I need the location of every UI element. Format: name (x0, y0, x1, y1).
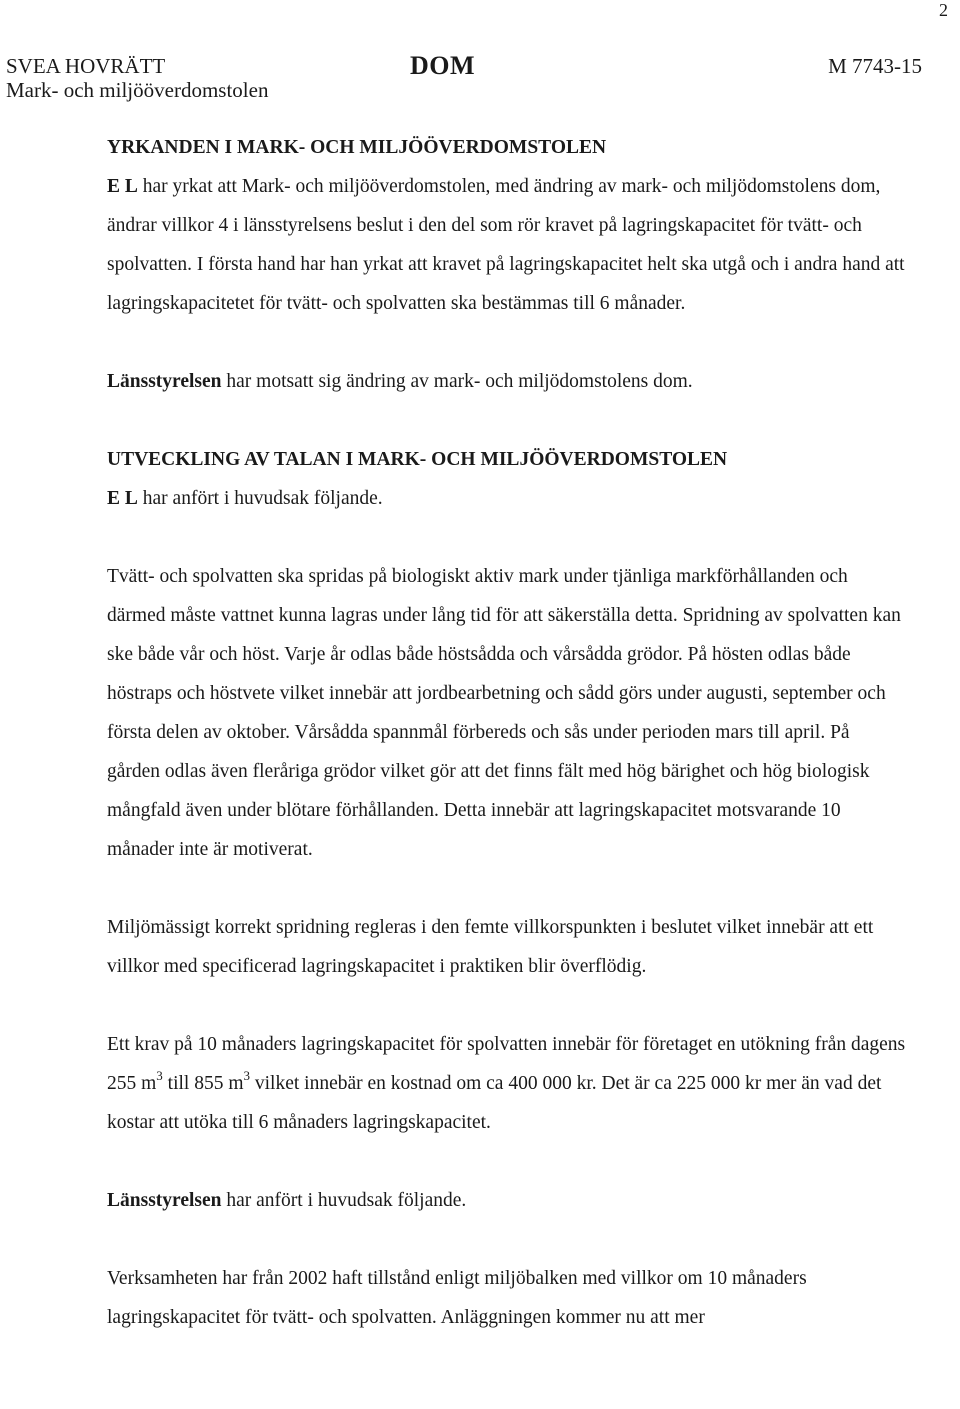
spacer (107, 518, 907, 557)
court-name: SVEA HOVRÄTT (6, 54, 166, 78)
paragraph-text: har yrkat att Mark- och miljööverdomstolen, med ändring av mark- och miljödomstolens dom, ändrar villkor 4 i länsstyrelsens beslut i den del som rör kravet på lagringskapacitet för tvätt- och spolvatten. I första hand har han yrkat att kravet på lagringskapacitet helt ska utgå och i andra hand att lagringskapacitetet för tvätt- och spolvatten ska bestämmas till 6 månader. (107, 176, 905, 314)
spacer (107, 1220, 907, 1259)
paragraph-lst-argument-1: Verksamheten har från 2002 haft tillstånd enligt miljöbalken med villkor om 10 månaders lagringskapacitet för tvätt- och spolvatten. Anläggningen kommer nu att mer (107, 1268, 807, 1328)
spacer (107, 869, 907, 908)
paragraph-el-argument-3 (107, 1025, 907, 1142)
paragraph-claims-lst (107, 362, 907, 401)
paragraph-lst-intro (107, 1181, 907, 1220)
superscript: 3 (243, 1067, 251, 1083)
page-number: 2 (939, 0, 948, 20)
section-heading-claims: YRKANDEN I MARK- OCH MILJÖÖVERDOMSTOLEN (107, 137, 607, 158)
paragraph-claims-el (107, 167, 907, 323)
document-body (107, 128, 907, 1337)
section-heading-arguments: UTVECKLING AV TALAN I MARK- OCH MILJÖÖVERDOMSTOLEN (107, 449, 728, 470)
party-name: E L (107, 176, 138, 197)
court-division: Mark- och miljööverdomstolen (6, 78, 269, 102)
party-name: Länsstyrelsen (107, 1190, 222, 1211)
paragraph-text: Ett krav på 10 månaders lagringskapacitet för spolvatten innebär för företaget en utökning från dagens 255 m (107, 1034, 906, 1094)
party-name: E L (107, 488, 138, 509)
document-type: DOM (410, 51, 476, 80)
party-name: Länsstyrelsen (107, 371, 222, 392)
paragraph-text: vilket innebär en kostnad om ca 400 000 kr. Det är ca 225 000 kr mer än vad det kostar att utöka till 6 månaders lagringskapacitet. (107, 1073, 882, 1133)
paragraph-el-argument-2: Miljömässigt korrekt spridning regleras i den femte villkorspunkten i beslutet vilket innebär att ett villkor med specificerad lagringskapacitet i praktiken blir överflödig. (107, 917, 874, 977)
spacer (107, 323, 907, 362)
paragraph-text: har anfört i huvudsak följande. (221, 1190, 467, 1211)
paragraph-text: har anfört i huvudsak följande. (137, 488, 383, 509)
spacer (107, 401, 907, 440)
spacer (107, 1142, 907, 1181)
paragraph-text: har motsatt sig ändring av mark- och miljödomstolens dom. (221, 371, 693, 392)
paragraph-text: till 855 m (162, 1073, 244, 1094)
case-number: M 7743-15 (828, 54, 922, 78)
header-left (6, 54, 268, 102)
superscript: 3 (156, 1067, 163, 1083)
paragraph-el-argument-1: Tvätt- och spolvatten ska spridas på biologiskt aktiv mark under tjänliga markförhållanden och därmed måste vattnet kunna lagras under lång tid för att säkerställa detta. Spridning av spolvatten kan ske både vår och höst. Varje år odlas både höstsådda och vårsådda grödor. På hösten odlas både höstraps och höstvete vilket innebär att jordbearbetning och sådd görs under augusti, september och första delen av oktober. Vårsådda spannmål förbereds och sås under perioden mars till april. På gården odlas även fleråriga grödor vilket gör att det finns fält med hög bärighet och hög biologisk mångfald även under blötare förhållanden. Detta innebär att lagringskapacitet motsvarande 10 månader inte är motiverat. (107, 566, 901, 860)
spacer (107, 986, 907, 1025)
paragraph-el-intro (107, 479, 907, 518)
